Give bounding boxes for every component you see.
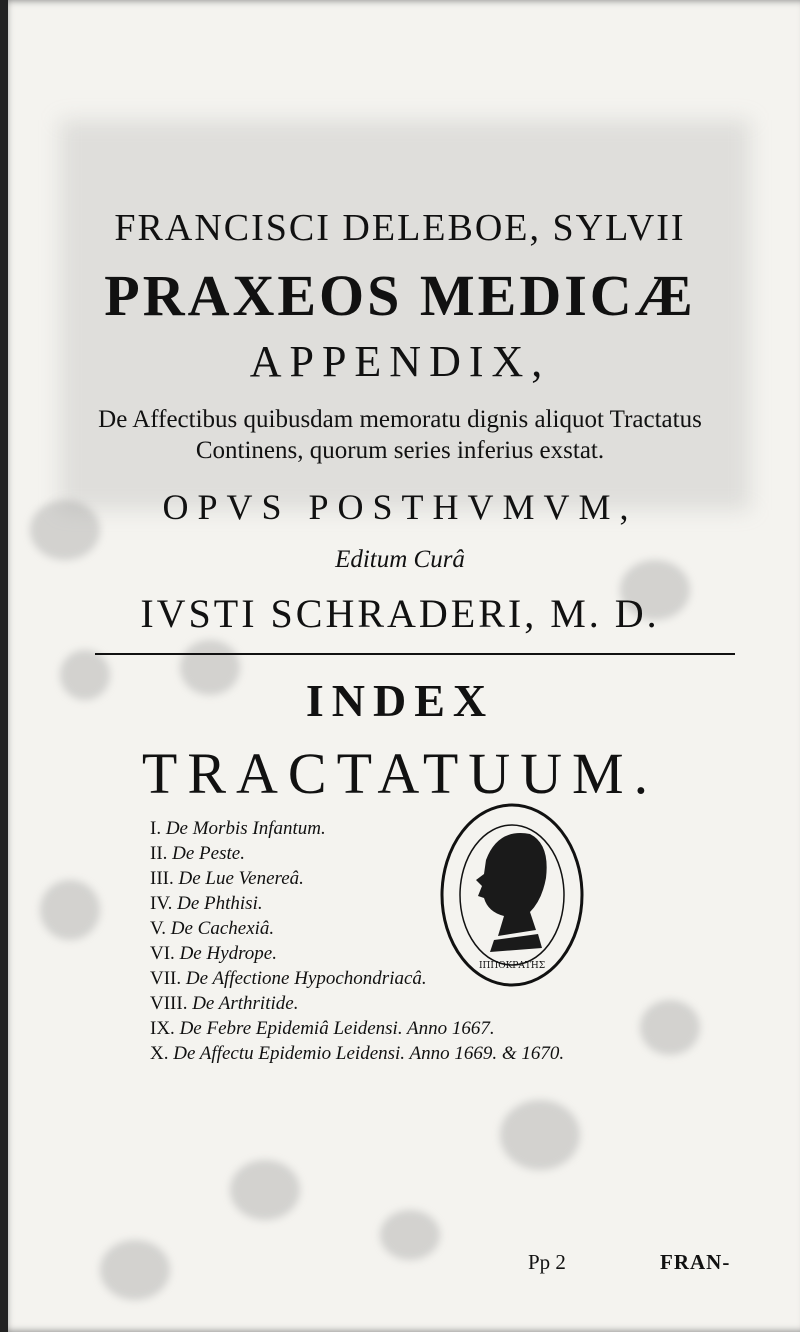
item-number: IV.: [150, 893, 173, 914]
stamp-portrait-label: ΙΠΠΟΚΡΑΤΗΣ: [478, 961, 546, 971]
item-title: De Phthisi.: [177, 893, 263, 914]
list-item: [150, 1016, 620, 1041]
list-item: [150, 1041, 620, 1066]
title-appendix: APPENDIX,: [249, 337, 551, 386]
index-subheading: TRACTATUUM.: [141, 741, 659, 806]
subtitle-line-1: De Affectibus quibusdam memoratu dignis aliquot Tractatus: [98, 406, 702, 433]
item-title: De Arthritide.: [192, 993, 299, 1014]
item-number: I.: [150, 818, 162, 839]
item-number: III.: [150, 868, 174, 889]
item-number: VIII.: [150, 993, 188, 1014]
catchword: FRAN-: [660, 1250, 731, 1274]
item-number: X.: [150, 1043, 169, 1064]
foxing-stain: [230, 1160, 300, 1220]
index-heading: INDEX: [305, 675, 495, 726]
editum-line: Editum Curâ: [335, 546, 465, 573]
foxing-stain: [40, 880, 100, 940]
item-title: De Affectione Hypochondriacâ.: [185, 968, 427, 989]
item-number: VI.: [150, 943, 175, 964]
foxing-stain: [640, 1000, 700, 1055]
item-title: De Peste.: [172, 843, 245, 864]
author-line: FRANCISCI DELEBOE, SYLVII: [114, 207, 686, 249]
foxing-stain: [380, 1210, 440, 1260]
main-title: PRAXEOS MEDICÆ: [104, 263, 696, 328]
item-title: De Hydrope.: [179, 943, 277, 964]
item-title: De Cachexiâ.: [170, 918, 275, 939]
item-number: VII.: [150, 968, 182, 989]
list-item: [150, 991, 620, 1016]
signature-mark: Pp 2: [528, 1250, 566, 1274]
foxing-stain: [100, 1240, 170, 1300]
foxing-stain: [500, 1100, 580, 1170]
hippocrates-bust-icon: [476, 833, 547, 936]
item-title: De Lue Venereâ.: [178, 868, 304, 889]
subtitle: [0, 404, 800, 466]
item-number: IX.: [150, 1018, 175, 1039]
editor-line: IVSTI SCHRADERI, M. D.: [140, 591, 660, 636]
item-title: De Affectu Epidemio Leidensi. Anno 1669. & 1670.: [173, 1043, 565, 1064]
opus-line: OPVS POSTHVMVM,: [162, 487, 638, 527]
item-number: II.: [150, 843, 168, 864]
subtitle-line-2: Continens, quorum series inferius exstat.: [195, 437, 605, 464]
item-title: De Febre Epidemiâ Leidensi. Anno 1667.: [179, 1018, 495, 1039]
item-title: De Morbis Infantum.: [165, 818, 326, 839]
bust-pedestal: [490, 934, 542, 952]
binding-edge: [0, 0, 8, 1332]
library-stamp: [438, 800, 586, 990]
horizontal-rule: [95, 653, 735, 655]
item-number: V.: [150, 918, 167, 939]
